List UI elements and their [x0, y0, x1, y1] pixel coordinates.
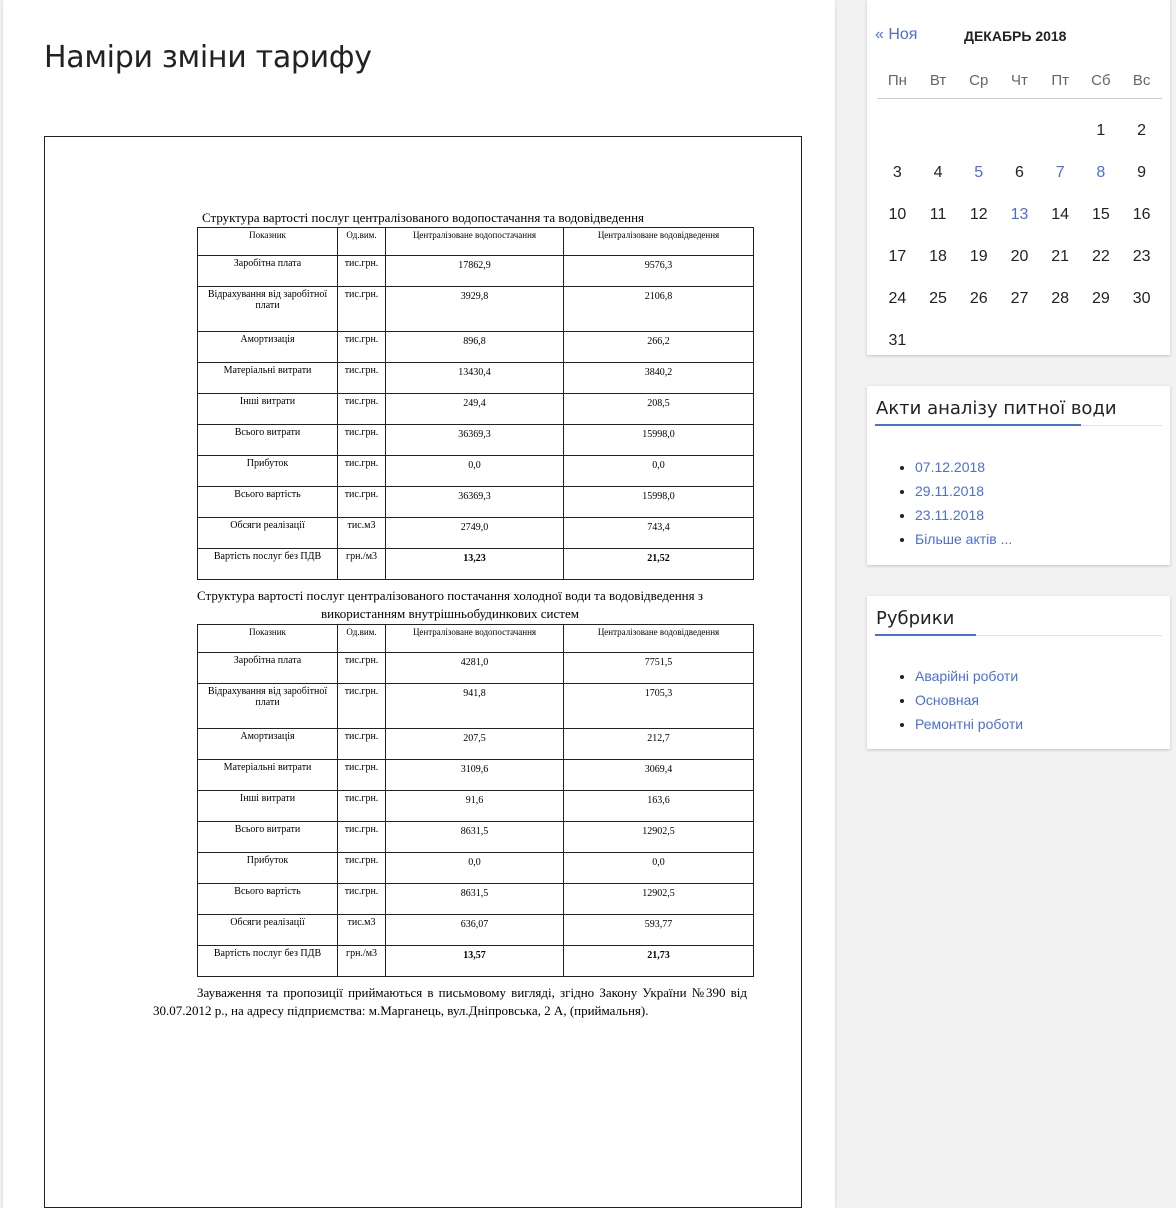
row-label: Обсяги реалізації: [198, 518, 338, 549]
calendar-empty-cell: [877, 99, 918, 144]
calendar-day[interactable]: [1081, 143, 1122, 185]
water-value: 13,57: [386, 946, 564, 977]
calendar-empty-cell: [1081, 311, 1122, 353]
column-header: Централізоване водовідведення: [564, 228, 754, 256]
sewer-value: 12902,5: [564, 822, 754, 853]
water-value: 896,8: [386, 332, 564, 363]
widget-title: Рубрики: [876, 608, 955, 629]
sewer-value: 743,4: [564, 518, 754, 549]
calendar-day-number: 20: [1010, 248, 1029, 265]
categories-list: [915, 664, 1023, 736]
calendar-day-number: 23: [1132, 248, 1151, 265]
calendar-empty-cell: [918, 311, 959, 353]
calendar-day-number: 4: [933, 164, 943, 181]
water-value: 17862,9: [386, 256, 564, 287]
unit-cell: тис.грн.: [338, 729, 386, 760]
calendar-day: [1121, 227, 1162, 269]
row-label: Заробітна плата: [198, 653, 338, 684]
cost-table-1: [197, 227, 754, 580]
calendar-day-number: 1: [1096, 122, 1106, 139]
calendar-grid: [877, 62, 1162, 353]
sewer-value: 3069,4: [564, 760, 754, 791]
unit-cell: тис.грн.: [338, 394, 386, 425]
cost-table-2: [197, 624, 754, 977]
row-label: Обсяги реалізації: [198, 915, 338, 946]
water-value: 2749,0: [386, 518, 564, 549]
unit-cell: грн./м3: [338, 549, 386, 580]
category-link[interactable]: Ремонтні роботи: [915, 716, 1024, 732]
calendar-empty-cell: [1040, 311, 1081, 353]
unit-cell: тис.грн.: [338, 487, 386, 518]
water-value: 36369,3: [386, 487, 564, 518]
calendar-day-number: 29: [1091, 290, 1110, 307]
calendar-day: [958, 269, 999, 311]
page-title: Наміри зміни тарифу: [44, 40, 372, 75]
submission-note: [153, 984, 747, 1020]
calendar-day: [999, 269, 1040, 311]
water-value: 941,8: [386, 684, 564, 729]
calendar-week: [877, 269, 1162, 311]
calendar-day: [877, 143, 918, 185]
title-underline: [875, 634, 976, 636]
table-row: [198, 653, 754, 684]
calendar-day-number: 21: [1051, 248, 1070, 265]
calendar-day-number: 31: [888, 332, 907, 349]
table-row: [198, 729, 754, 760]
calendar-day-number: 28: [1051, 290, 1070, 307]
table2-caption: Структура вартості послуг централізованого постачання холодної води та водовідведення з використанням внутрішньобудинкових систем: [197, 588, 703, 621]
water-value: 36369,3: [386, 425, 564, 456]
table-row: [198, 760, 754, 791]
sewer-value: 12902,5: [564, 884, 754, 915]
calendar-empty-cell: [1040, 99, 1081, 144]
unit-cell: тис.грн.: [338, 456, 386, 487]
act-list-item: [915, 503, 1012, 527]
calendar-empty-cell: [999, 99, 1040, 144]
act-link[interactable]: Більше актів ...: [915, 531, 1013, 547]
calendar-day: [1081, 269, 1122, 311]
column-header: Централізоване водопостачання: [386, 228, 564, 256]
weekday-header: Чт: [999, 62, 1040, 99]
calendar-day: [958, 185, 999, 227]
widget-title: Акти аналізу питної води: [876, 398, 1117, 419]
calendar-empty-cell: [1121, 311, 1162, 353]
table-row: [198, 518, 754, 549]
calendar-day-number: 15: [1091, 206, 1110, 223]
calendar-day: [1121, 185, 1162, 227]
water-value: 0,0: [386, 456, 564, 487]
calendar-day: [918, 269, 959, 311]
row-label: Інші витрати: [198, 394, 338, 425]
water-value: 91,6: [386, 791, 564, 822]
table-row: [198, 394, 754, 425]
calendar-day: [999, 143, 1040, 185]
sewer-value: 0,0: [564, 456, 754, 487]
row-label: Матеріальні витрати: [198, 363, 338, 394]
sewer-value: 1705,3: [564, 684, 754, 729]
water-value: 3929,8: [386, 287, 564, 332]
row-label: Матеріальні витрати: [198, 760, 338, 791]
unit-cell: тис.м3: [338, 915, 386, 946]
calendar-day-number[interactable]: 7: [1055, 164, 1065, 181]
unit-cell: тис.грн.: [338, 363, 386, 394]
calendar-day: [1121, 99, 1162, 144]
water-value: 3109,6: [386, 760, 564, 791]
table-row: [198, 915, 754, 946]
calendar-day-number: 6: [1015, 164, 1024, 181]
weekday-header: Вт: [918, 62, 959, 99]
calendar-widget: [867, 0, 1170, 355]
unit-cell: тис.грн.: [338, 287, 386, 332]
calendar-week: [877, 227, 1162, 269]
row-label: Прибуток: [198, 456, 338, 487]
row-label: Відрахування від заробітної плати: [198, 287, 338, 332]
calendar-day: [1040, 185, 1081, 227]
sewer-value: 163,6: [564, 791, 754, 822]
calendar-week: [877, 143, 1162, 185]
calendar-day: [1040, 227, 1081, 269]
unit-cell: тис.м3: [338, 518, 386, 549]
water-value: 0,0: [386, 853, 564, 884]
row-label: Відрахування від заробітної плати: [198, 684, 338, 729]
calendar-day-number: 22: [1091, 248, 1110, 265]
unit-cell: тис.грн.: [338, 884, 386, 915]
calendar-day-number: 3: [892, 164, 902, 181]
prev-month-link[interactable]: « Ноя: [875, 26, 918, 43]
calendar-day-number[interactable]: 8: [1096, 164, 1106, 181]
calendar-empty-cell: [958, 99, 999, 144]
calendar-day: [1040, 269, 1081, 311]
category-link[interactable]: Основная: [915, 692, 979, 708]
sewer-value: 593,77: [564, 915, 754, 946]
unit-cell: тис.грн.: [338, 791, 386, 822]
sewer-value: 7751,5: [564, 653, 754, 684]
calendar-day: [999, 227, 1040, 269]
calendar-day: [1081, 185, 1122, 227]
act-link[interactable]: 07.12.2018: [915, 459, 986, 475]
category-list-item: [915, 664, 1023, 688]
water-value: 636,07: [386, 915, 564, 946]
water-value: 8631,5: [386, 822, 564, 853]
column-header: Од.вим.: [338, 228, 386, 256]
sewer-value: 15998,0: [564, 425, 754, 456]
calendar-day-number: 11: [929, 206, 947, 223]
calendar-day-number: 24: [888, 290, 907, 307]
table-row: [198, 884, 754, 915]
calendar-day-number[interactable]: 5: [974, 164, 984, 181]
water-value: 4281,0: [386, 653, 564, 684]
tariff-document: [44, 136, 802, 1208]
water-value: 249,4: [386, 394, 564, 425]
acts-list: [915, 455, 1012, 551]
calendar-day: [918, 143, 959, 185]
act-list-item: [915, 527, 1012, 551]
calendar-day: [1121, 269, 1162, 311]
calendar-day: [877, 185, 918, 227]
calendar-day[interactable]: [999, 185, 1040, 227]
weekday-header: Пт: [1040, 62, 1081, 99]
act-link[interactable]: 29.11.2018: [915, 483, 985, 499]
category-list-item: [915, 688, 1023, 712]
categories-widget: [867, 596, 1170, 749]
calendar-week: [877, 185, 1162, 227]
row-label: Інші витрати: [198, 791, 338, 822]
unit-cell: тис.грн.: [338, 653, 386, 684]
water-value: 13430,4: [386, 363, 564, 394]
unit-cell: тис.грн.: [338, 256, 386, 287]
column-header: Од.вим.: [338, 625, 386, 653]
sewer-value: 21,73: [564, 946, 754, 977]
calendar-empty-cell: [958, 311, 999, 353]
calendar-day-number: 18: [929, 248, 947, 265]
calendar-month-title: ДЕКАБРЬ 2018: [964, 28, 1067, 44]
table-row: [198, 425, 754, 456]
act-link[interactable]: 23.11.2018: [915, 507, 985, 523]
column-header: Показник: [198, 228, 338, 256]
table-row: [198, 332, 754, 363]
table1-caption: Структура вартості послуг централізованого водопостачання та водовідведення: [201, 210, 645, 225]
table-row: [198, 791, 754, 822]
calendar-day: [918, 185, 959, 227]
row-label: Амортизація: [198, 729, 338, 760]
unit-cell: тис.грн.: [338, 332, 386, 363]
unit-cell: тис.грн.: [338, 425, 386, 456]
unit-cell: тис.грн.: [338, 853, 386, 884]
calendar-day[interactable]: [958, 143, 999, 185]
table-row: [198, 487, 754, 518]
row-label: Всього вартість: [198, 884, 338, 915]
column-header: Централізоване водовідведення: [564, 625, 754, 653]
table-row: [198, 256, 754, 287]
sewer-value: 208,5: [564, 394, 754, 425]
row-label: Амортизація: [198, 332, 338, 363]
calendar-day[interactable]: [1040, 143, 1081, 185]
sewer-value: 2106,8: [564, 287, 754, 332]
table-row: [198, 287, 754, 332]
category-list-item: [915, 712, 1023, 736]
unit-cell: грн./м3: [338, 946, 386, 977]
calendar-day: [1121, 143, 1162, 185]
row-label: Вартість послуг без ПДВ: [198, 946, 338, 977]
act-list-item: [915, 455, 1012, 479]
unit-cell: тис.грн.: [338, 822, 386, 853]
table-row: [198, 946, 754, 977]
calendar-week: [877, 99, 1162, 144]
calendar-day-number: 26: [969, 290, 988, 307]
row-label: Прибуток: [198, 853, 338, 884]
calendar-day-number: 10: [888, 206, 907, 223]
calendar-empty-cell: [999, 311, 1040, 353]
main-content: [3, 0, 835, 1208]
table-row: [198, 456, 754, 487]
table-row: [198, 822, 754, 853]
sewer-value: 266,2: [564, 332, 754, 363]
calendar-day-number[interactable]: 13: [1010, 206, 1029, 223]
weekday-header: Вс: [1121, 62, 1162, 99]
water-analysis-widget: [867, 386, 1170, 565]
table-row: [198, 853, 754, 884]
sewer-value: 0,0: [564, 853, 754, 884]
calendar-day: [958, 227, 999, 269]
calendar-day-number: 9: [1137, 164, 1147, 181]
table-row: [198, 549, 754, 580]
calendar-day-number: 27: [1010, 290, 1029, 307]
calendar-day: [1081, 99, 1122, 144]
calendar-day-number: 16: [1132, 206, 1151, 223]
water-value: 13,23: [386, 549, 564, 580]
sewer-value: 15998,0: [564, 487, 754, 518]
table-row: [198, 684, 754, 729]
calendar-day-number: 12: [969, 206, 988, 223]
sewer-value: 21,52: [564, 549, 754, 580]
sewer-value: 9576,3: [564, 256, 754, 287]
calendar-day: [877, 227, 918, 269]
sewer-value: 3840,2: [564, 363, 754, 394]
weekday-header: Пн: [877, 62, 918, 99]
row-label: Заробітна плата: [198, 256, 338, 287]
calendar-day-number: 30: [1132, 290, 1151, 307]
weekday-header: Ср: [958, 62, 999, 99]
row-label: Всього витрати: [198, 822, 338, 853]
calendar-day: [877, 269, 918, 311]
sewer-value: 212,7: [564, 729, 754, 760]
title-underline: [875, 424, 1081, 426]
calendar-day: [918, 227, 959, 269]
category-link[interactable]: Аварійні роботи: [915, 668, 1019, 684]
water-value: 207,5: [386, 729, 564, 760]
unit-cell: тис.грн.: [338, 684, 386, 729]
calendar-week: [877, 311, 1162, 353]
calendar-day: [1081, 227, 1122, 269]
calendar-empty-cell: [918, 99, 959, 144]
calendar-day-number: 17: [888, 248, 907, 265]
row-label: Всього витрати: [198, 425, 338, 456]
calendar-day-number: 19: [969, 248, 988, 265]
calendar-day-number: 25: [929, 290, 947, 307]
table-row: [198, 363, 754, 394]
column-header: Показник: [198, 625, 338, 653]
row-label: Вартість послуг без ПДВ: [198, 549, 338, 580]
note-text: Зауваження та пропозиції приймаються в письмовому вигляді, згідно Закону України №390 від 30.07.2012 р., на адресу підприємства: м.Марганець, вул.Дніпровська, 2 А, (приймальня).: [153, 985, 747, 1018]
calendar-day-number: 14: [1051, 206, 1070, 223]
unit-cell: тис.грн.: [338, 760, 386, 791]
column-header: Централізоване водопостачання: [386, 625, 564, 653]
act-list-item: [915, 479, 1012, 503]
weekday-header: Сб: [1081, 62, 1122, 99]
calendar-day: [877, 311, 918, 353]
row-label: Всього вартість: [198, 487, 338, 518]
water-value: 8631,5: [386, 884, 564, 915]
calendar-day-number: 2: [1137, 122, 1147, 139]
